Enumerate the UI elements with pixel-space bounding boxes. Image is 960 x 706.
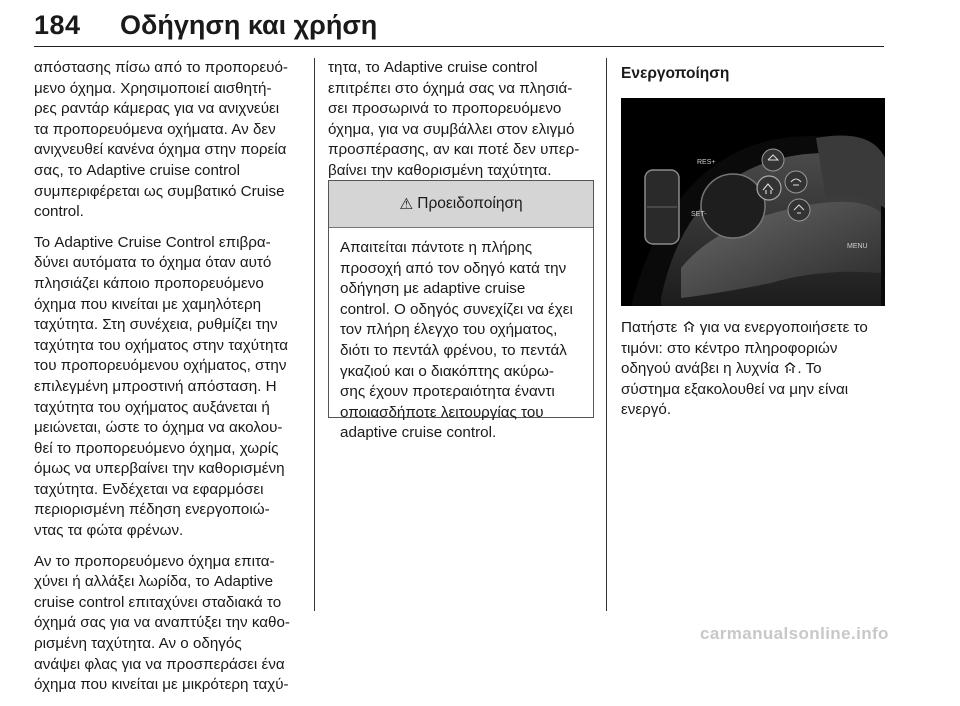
page-number: 184 <box>34 10 81 40</box>
adaptive-cruise-icon <box>682 320 696 334</box>
warning-title: Προειδοποίηση <box>417 195 523 212</box>
text-line: cruise control επιταχύνει σταδιακά το <box>34 593 282 611</box>
paragraph-2 <box>34 233 304 542</box>
text-line: επιλεγμένη μπροστινή απόσταση. Η <box>34 377 277 395</box>
paragraph-continued <box>328 58 596 182</box>
menu-label: MENU <box>847 243 868 250</box>
warning-triangle-icon: ⚠ <box>399 195 414 213</box>
text-line: συμπεριφέρεται ως συμβατικό Cruise <box>34 182 285 200</box>
text-line: τιμόνι: στο κέντρο πληροφοριών <box>621 339 838 357</box>
text-fragment: . Το <box>797 360 822 378</box>
text-line: τα προπορευόμενα οχήματα. Αν δεν <box>34 120 276 138</box>
text-line: του προπορευόμενου οχήματος, στην <box>34 357 287 375</box>
text-line: οδήγηση με adaptive cruise <box>340 280 526 298</box>
text-line: ενεργό. <box>621 401 672 419</box>
adaptive-cruise-lamp-icon <box>783 361 797 375</box>
text-line <box>621 359 885 380</box>
chapter-title: Οδήγηση και χρήση <box>120 10 378 40</box>
column-2 <box>328 58 596 192</box>
text-line: πλησιάζει κάποιο προπορευόμενο <box>34 274 264 292</box>
text-line: γκαζιού και ο διακόπτης ακύρω- <box>340 362 554 380</box>
text-line: όχημα, για να συμβάλλει στον ελιγμό <box>328 120 575 138</box>
text-line: δύνει αυτόματα το όχημα όταν αυτό <box>34 254 272 272</box>
text-line: όχημά σας για να αναπτύξει την καθο- <box>34 614 290 632</box>
text-line: Το Adaptive Cruise Control επιβρα- <box>34 233 271 251</box>
text-line: σης έχουν προτεραιότητα έναντι <box>340 383 555 401</box>
text-line: ταχύτητα. Στη συνέχεια, ρυθμίζει την <box>34 316 278 334</box>
text-line: περιορισμένη πέδηση ενεργοποιώ- <box>34 501 270 519</box>
text-line: ανιχνευθεί κανένα όχημα στην πορεία <box>34 141 287 159</box>
warning-body <box>329 228 593 444</box>
text-line: χύνει ή αλλάξει λωρίδα, το Adaptive <box>34 573 274 591</box>
column-3-text <box>621 318 885 421</box>
warning-header <box>329 181 593 228</box>
control-cluster <box>701 174 765 238</box>
paragraph-3 <box>34 552 304 696</box>
text-line: όμως να υπερβαίνει την καθορισμένη <box>34 460 285 478</box>
column-divider <box>314 58 315 611</box>
set-label: SET- <box>691 211 707 218</box>
page-header <box>34 6 884 47</box>
text-line: απόστασης πίσω από το προπορευό- <box>34 59 288 76</box>
res-label: RES+ <box>697 159 716 166</box>
paragraph-1 <box>34 58 304 223</box>
text-line: ταχύτητα του οχήματος στην ταχύτητα <box>34 336 289 354</box>
text-line <box>621 318 885 339</box>
text-line: σύστημα εξακολουθεί να μην είναι <box>621 380 849 398</box>
warning-box <box>328 180 594 442</box>
watermark: carmanualsonline.info <box>700 624 889 643</box>
text-line: οποιασδήποτε λειτουργίας του <box>340 403 544 421</box>
text-fragment: Πατήστε <box>621 319 682 336</box>
text-line: σει προσωρινά το προπορευόμενο <box>328 100 562 118</box>
text-line: επιτρέπει στο όχημά σας να πλησιά- <box>328 79 573 97</box>
text-line: σας, το Adaptive cruise control <box>34 161 241 179</box>
text-line: τον πλήρη έλεγχο του οχήματος, <box>340 321 558 339</box>
text-line: όχημα που κινείται με χαμηλότερη <box>34 295 262 313</box>
text-line: adaptive cruise control. <box>340 424 497 442</box>
text-line: όχημα που κινείται με μικρότερη ταχύ- <box>34 676 289 694</box>
text-line: Αν το προπορευόμενο όχημα επιτα- <box>34 552 275 570</box>
steering-wheel-controls-figure <box>621 98 885 306</box>
text-line: control. <box>34 203 84 221</box>
text-line: τητα, το Adaptive cruise control <box>328 59 538 76</box>
column-3 <box>621 64 885 85</box>
text-line: ταχύτητα. Ενδέχεται να εφαρμόσει <box>34 480 264 498</box>
text-line: Απαιτείται πάντοτε η πλήρης <box>340 239 533 256</box>
text-line: control. Ο οδηγός συνεχίζει να έχει <box>340 300 573 318</box>
text-line: προσπέρασης, αν και ποτέ δεν υπερ- <box>328 141 580 159</box>
text-line: μειώνεται, ώστε το όχημα να ακολου- <box>34 419 283 437</box>
text-line: θεί το προπορευόμενο όχημα, χωρίς <box>34 439 279 457</box>
text-line: διότι το πεντάλ φρένου, το πεντάλ <box>340 341 567 359</box>
text-line: ανάψει φλας για να προσπεράσει ένα <box>34 655 285 673</box>
text-fragment: οδηγού ανάβει η λυχνία <box>621 360 784 378</box>
text-line: ντας τα φώτα φρένων. <box>34 522 184 540</box>
text-line: βαίνει την καθορισμένη ταχύτητα. <box>328 161 552 179</box>
text-line: ρες ραντάρ κάμερας για να ανιχνεύει <box>34 100 280 118</box>
text-line: ρισμένη ταχύτητα. Αν ο οδηγός <box>34 635 242 653</box>
steering-wheel-illustration <box>621 98 885 306</box>
text-line: μενο όχημα. Χρησιμοποιεί αισθητή- <box>34 79 272 97</box>
column-divider <box>606 58 607 611</box>
section-title: Ενεργοποίηση <box>621 65 730 82</box>
text-fragment: για να ενεργοποιήσετε το <box>695 319 868 336</box>
column-1 <box>34 58 304 706</box>
text-line: προσοχή από τον οδηγό κατά την <box>340 259 567 277</box>
text-line: ταχύτητα του οχήματος αυξάνεται ή <box>34 398 270 416</box>
